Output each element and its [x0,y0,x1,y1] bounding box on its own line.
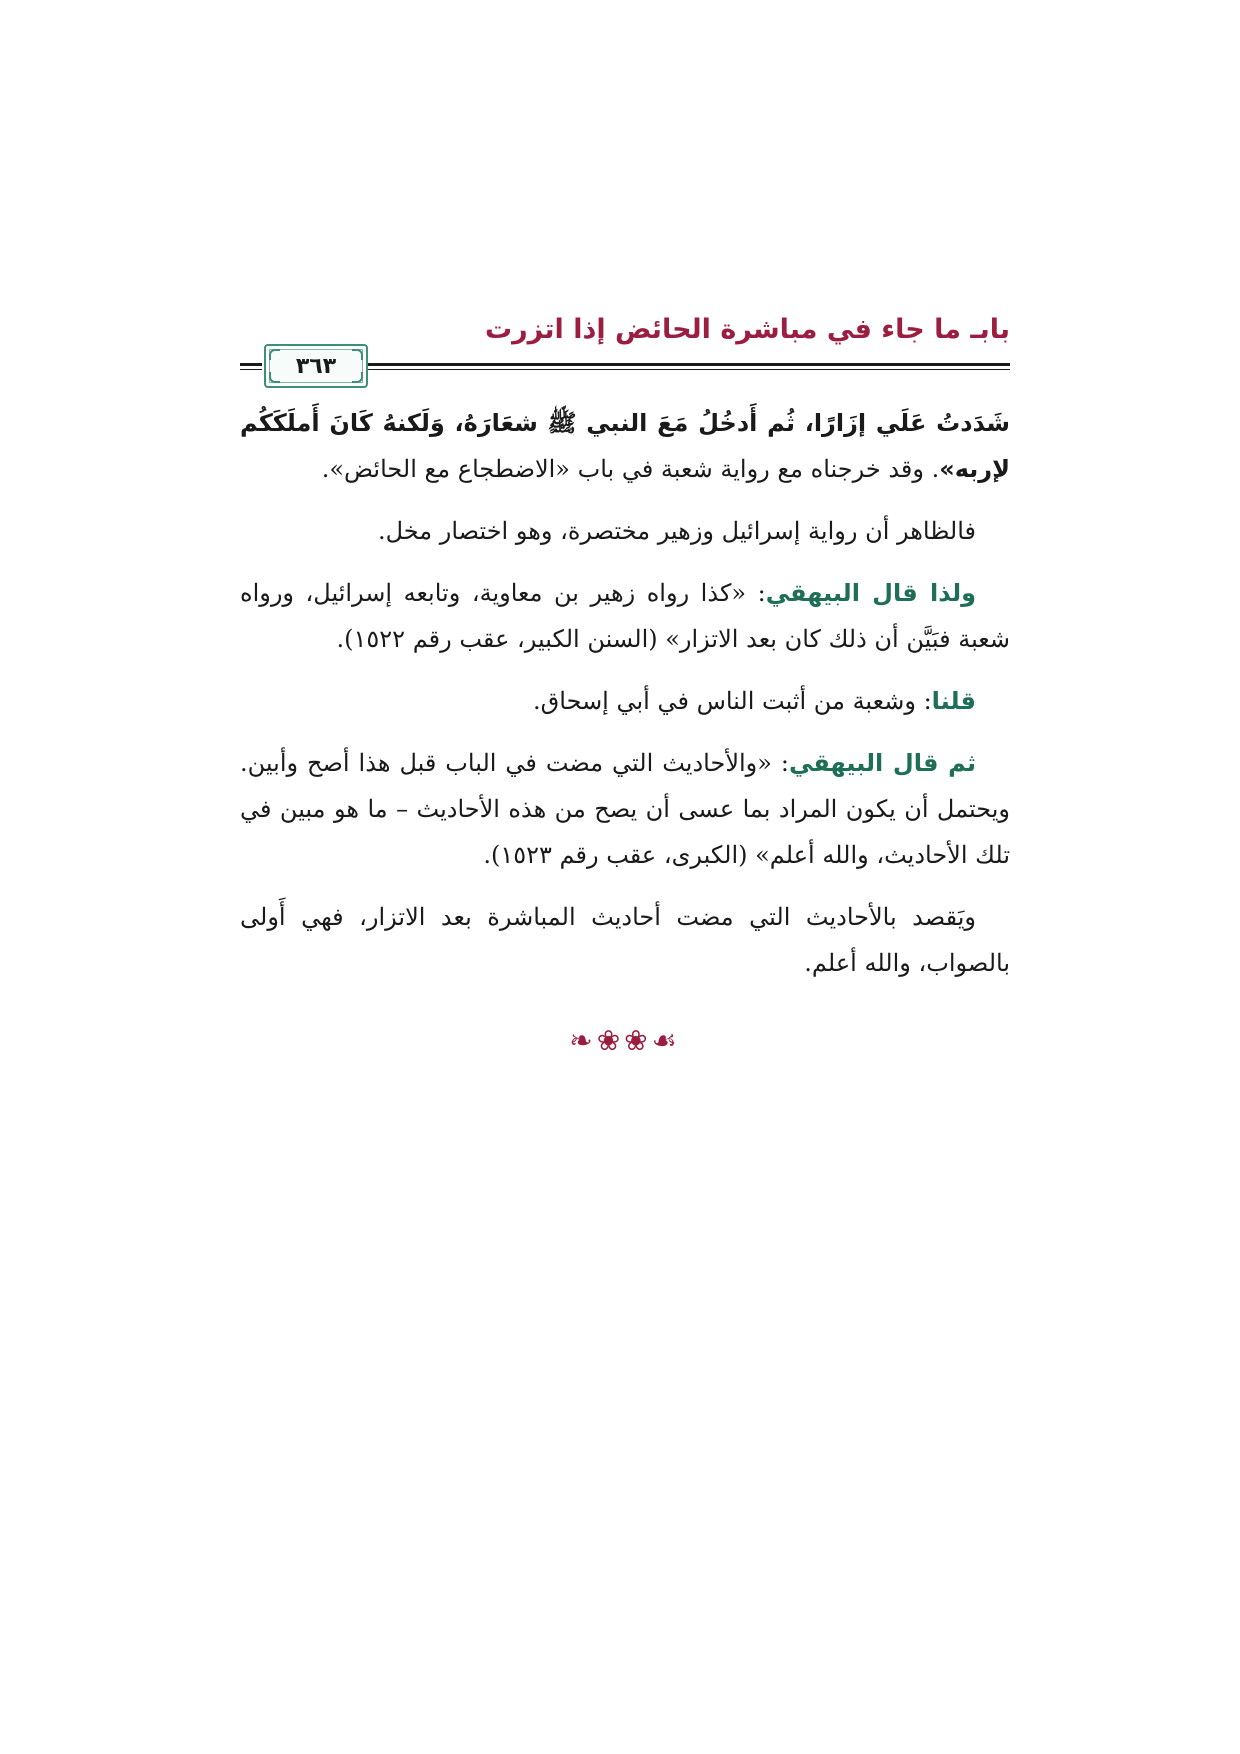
paragraph-text: : وشعبة من أثبت الناس في أبي إسحاق. [533,687,932,715]
speaker-label: ولذا قال البيهقي [765,579,976,607]
page-header [240,300,1010,379]
paragraph-conclusion [240,508,1010,554]
paragraph-bayhaqi-2 [240,740,1010,878]
speaker-label: ثم قال البيهقي [789,749,977,777]
paragraph-text: : «كذا رواه زهير بن معاوية، وتابعه إسرائيل، ورواه شعبة فبَيَّن أن ذلك كان بعد الاتزار» (السنن الكبير، عقب رقم ١٥٢٢). [240,579,1010,653]
paragraph-text: : «والأحاديث التي مضت في الباب قبل هذا أصح وأبين. ويحتمل أن يكون المراد بما عسى أن يصح من هذه الأحاديث – ما هو مبين في تلك الأحاديث، والله أعلم» (الكبرى، عقب رقم ١٥٢٣). [240,749,1010,869]
body-text [240,400,1010,986]
header-rule [368,363,1010,370]
page-number-frame [264,344,368,388]
paragraph-text: فالظاهر أن رواية إسرائيل وزهير مختصرة، وهو اختصار مخل. [377,517,976,545]
floral-divider-icon: ❧❀❀☙ [569,1024,681,1057]
paragraph-final [240,894,1010,986]
header-rule-short [240,363,262,370]
speaker-label: قلنا [931,687,976,715]
chapter-title: بابـ ما جاء في مباشرة الحائض إذا اتزرت [484,314,1010,345]
paragraph-bayhaqi-1 [240,570,1010,662]
hadith-quote: شَدَدتُ عَلَي إزَارًا، ثُم أَدخُلُ مَعَ النبي ﷺ شعَارَهُ، وَلَكنهُ كَانَ أَملَكَكُم لإربه» [240,409,1010,483]
paragraph-text: ويَقصد بالأحاديث التي مضت أحاديث المباشرة بعد الاتزار، فهي أَولى بالصواب، والله أعلم. [240,903,1010,977]
paragraph-text: . وقد خرجناه مع رواية شعبة في باب «الاضطجاع مع الحائض». [321,455,940,483]
paragraph-qulna [240,678,1010,724]
page-number: ٣٦٣ [295,353,337,379]
paragraph-hadith-quote [240,400,1010,492]
book-page [240,300,1010,1057]
